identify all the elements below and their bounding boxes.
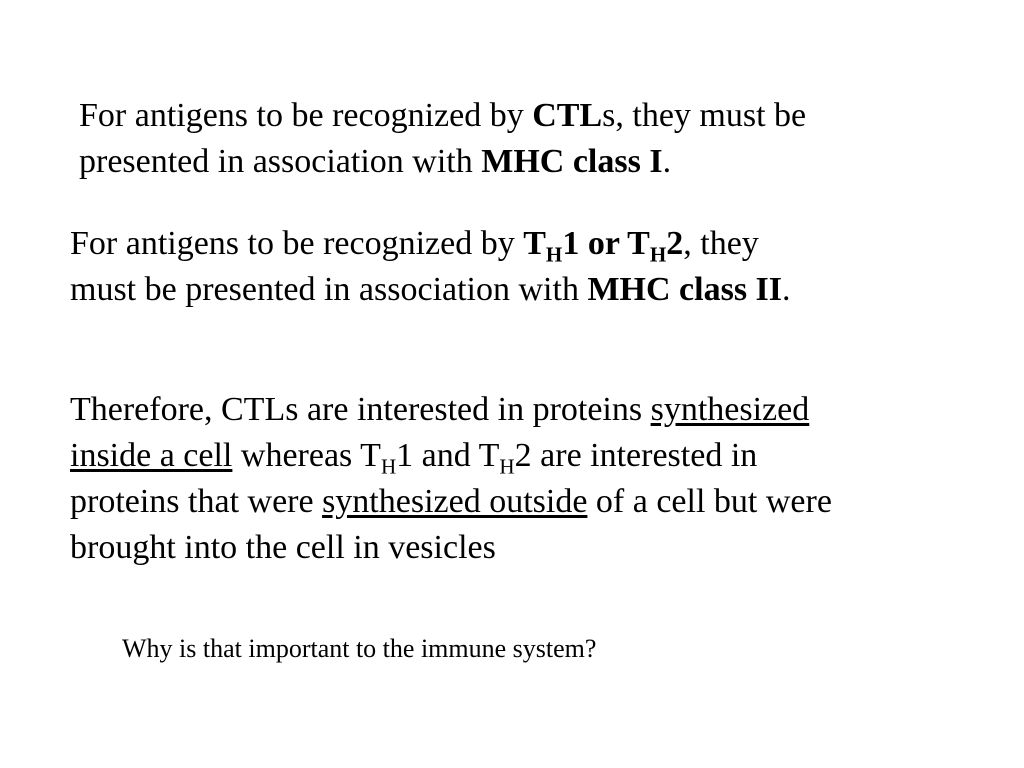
conclusion-paragraph: Therefore, CTLs are interested in proteins synthesized inside a cell whereas $T_H1$ and $T_H2$ are interested in proteins that were synthesized outside of a cell but were brought into the cell in vesicles [70, 391, 832, 566]
question-text: Why is that important to the immune system? [122, 634, 597, 663]
ctl-mhc-class-i-statement: For antigens to be recognized by CTLs, they must be presented in association with MHC class I. [79, 97, 807, 180]
th-mhc-class-ii-statement: For antigens to be recognized by $T_H1$ or $T_H2$, they must be presented in association with MHC class II. [70, 225, 791, 308]
